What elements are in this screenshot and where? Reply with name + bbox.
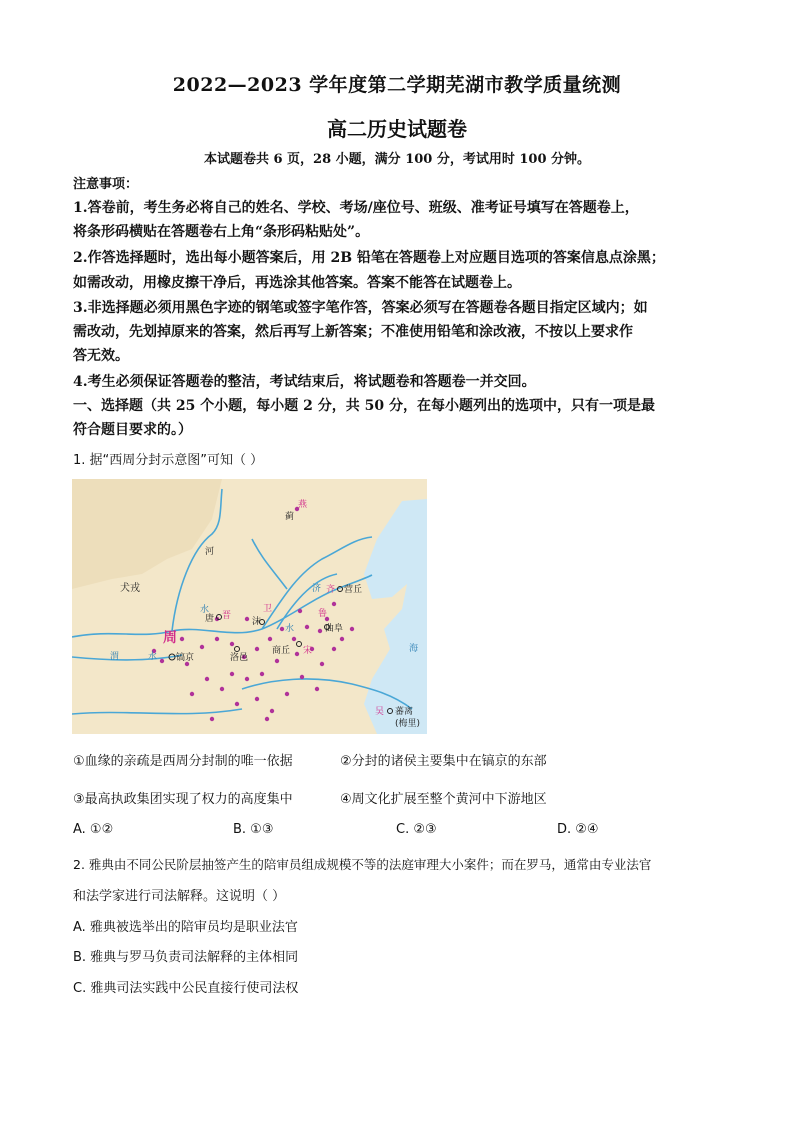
- map-label-haojing: 镐京: [176, 653, 195, 663]
- map-label-meili: (梅里): [395, 719, 421, 729]
- map-label-ji-water: 济: [312, 584, 322, 594]
- exam-subtitle: 高二历史试题卷: [327, 117, 467, 141]
- map-label-qufu: 曲阜: [325, 624, 344, 634]
- q1-statement-4: ④周文化扩展至整个黄河中下游地区: [340, 792, 547, 807]
- map-label-tang: 唐: [205, 614, 215, 624]
- q1-option-b[interactable]: B. ①③: [233, 822, 274, 837]
- note-line: 将条形码横贴在答题卷右上角“条形码粘贴处”。: [73, 224, 370, 240]
- note-line: 1.答卷前，考生务必将自己的姓名、学校、考场/座位号、班级、准考证号填写在答题卷上，: [73, 200, 639, 216]
- q1-statement-3: ③最高执政集团实现了权力的高度集中: [73, 792, 293, 807]
- note-line: 答无效。: [73, 348, 129, 364]
- map-label-he: 河: [205, 547, 215, 557]
- q1-option-c[interactable]: C. ②③: [396, 822, 437, 837]
- map-label-yingqiu: 营丘: [344, 585, 363, 595]
- note-line: 3.非选择题必须用黑色字迹的钢笔或签字笔作答，答案必须写在答题卷各题目指定区域内；如: [73, 300, 648, 316]
- section-heading-cont: 符合题目要求的。）: [73, 422, 192, 438]
- question-2-stem-cont: 和法学家进行司法解释。这说明（ ）: [73, 889, 286, 904]
- map-label-wei: 卫: [263, 604, 273, 614]
- section-heading: 一、选择题（共 25 个小题，每小题 2 分，共 50 分，在每小题列出的选项中，只有一项是最: [73, 398, 655, 414]
- map-label-ji: 蓟: [285, 512, 295, 522]
- map-label-wei-river: 渭: [110, 652, 120, 662]
- q2-option-c[interactable]: C. 雅典司法实践中公民直接行使司法权: [73, 981, 299, 996]
- question-2-stem: 2. 雅典由不同公民阶层抽签产生的陪审员组成规模不等的法庭审理大小案件；而在罗马，通常由专业法官: [73, 857, 652, 872]
- map-label-yan: 燕: [298, 500, 308, 510]
- western-zhou-fief-map: [72, 479, 427, 734]
- map-label-wu: 吴: [375, 707, 385, 717]
- question-1-stem: 1. 据“西周分封示意图”可知（ ）: [73, 453, 264, 468]
- note-line: 需改动，先划掉原来的答案，然后再写上新答案；不准使用铅笔和涂改液，不按以上要求作: [73, 324, 633, 340]
- map-label-shui-1: 水: [200, 605, 210, 615]
- map-label-zhou: 周: [163, 630, 177, 646]
- notes-heading: 注意事项：: [73, 177, 139, 192]
- q2-option-b[interactable]: B. 雅典与罗马负责司法解释的主体相同: [73, 950, 299, 965]
- map-label-lu: 鲁: [318, 609, 328, 619]
- map-label-luoyi: 洛邑: [230, 653, 249, 663]
- map-label-fanli: 蕃离: [395, 707, 414, 717]
- map-label-hai: 海: [409, 644, 419, 654]
- exam-title: 2022—2023 学年度第二学期芜湖市教学质量统测: [172, 74, 622, 96]
- note-line: 4.考生必须保证答题卷的整洁，考试结束后，将试题卷和答题卷一并交回。: [73, 374, 536, 390]
- map-label-jin: 晋: [222, 611, 232, 621]
- map-label-mo: 沫: [252, 617, 262, 627]
- q2-option-a[interactable]: A. 雅典被选举出的陪审员均是职业法官: [73, 920, 298, 935]
- note-line: 2.作答选择题时，选出每小题答案后，用 2B 铅笔在答题卷上对应题目选项的答案信息点涂黑；: [73, 250, 665, 266]
- map-label-shui-2: 水: [285, 624, 295, 634]
- q1-option-a[interactable]: A. ①②: [73, 822, 114, 837]
- map-label-qi: 齐: [326, 585, 336, 595]
- q1-statement-2: ②分封的诸侯主要集中在镐京的东部: [340, 754, 547, 769]
- map-label-shangqiu: 商丘: [272, 646, 291, 656]
- map-label-quanrong: 犬戎: [120, 583, 140, 594]
- note-line: 如需改动，用橡皮擦干净后，再选涂其他答案。答案不能答在试题卷上。: [73, 275, 521, 291]
- map-label-shui-3: 水: [148, 652, 158, 662]
- q1-option-d[interactable]: D. ②④: [557, 822, 599, 837]
- q1-statement-1: ①血缘的亲疏是西周分封制的唯一依据: [73, 754, 293, 769]
- exam-info: 本试题卷共 6 页，28 小题，满分 100 分，考试用时 100 分钟。: [203, 152, 591, 167]
- map-label-song: 宋: [303, 646, 313, 656]
